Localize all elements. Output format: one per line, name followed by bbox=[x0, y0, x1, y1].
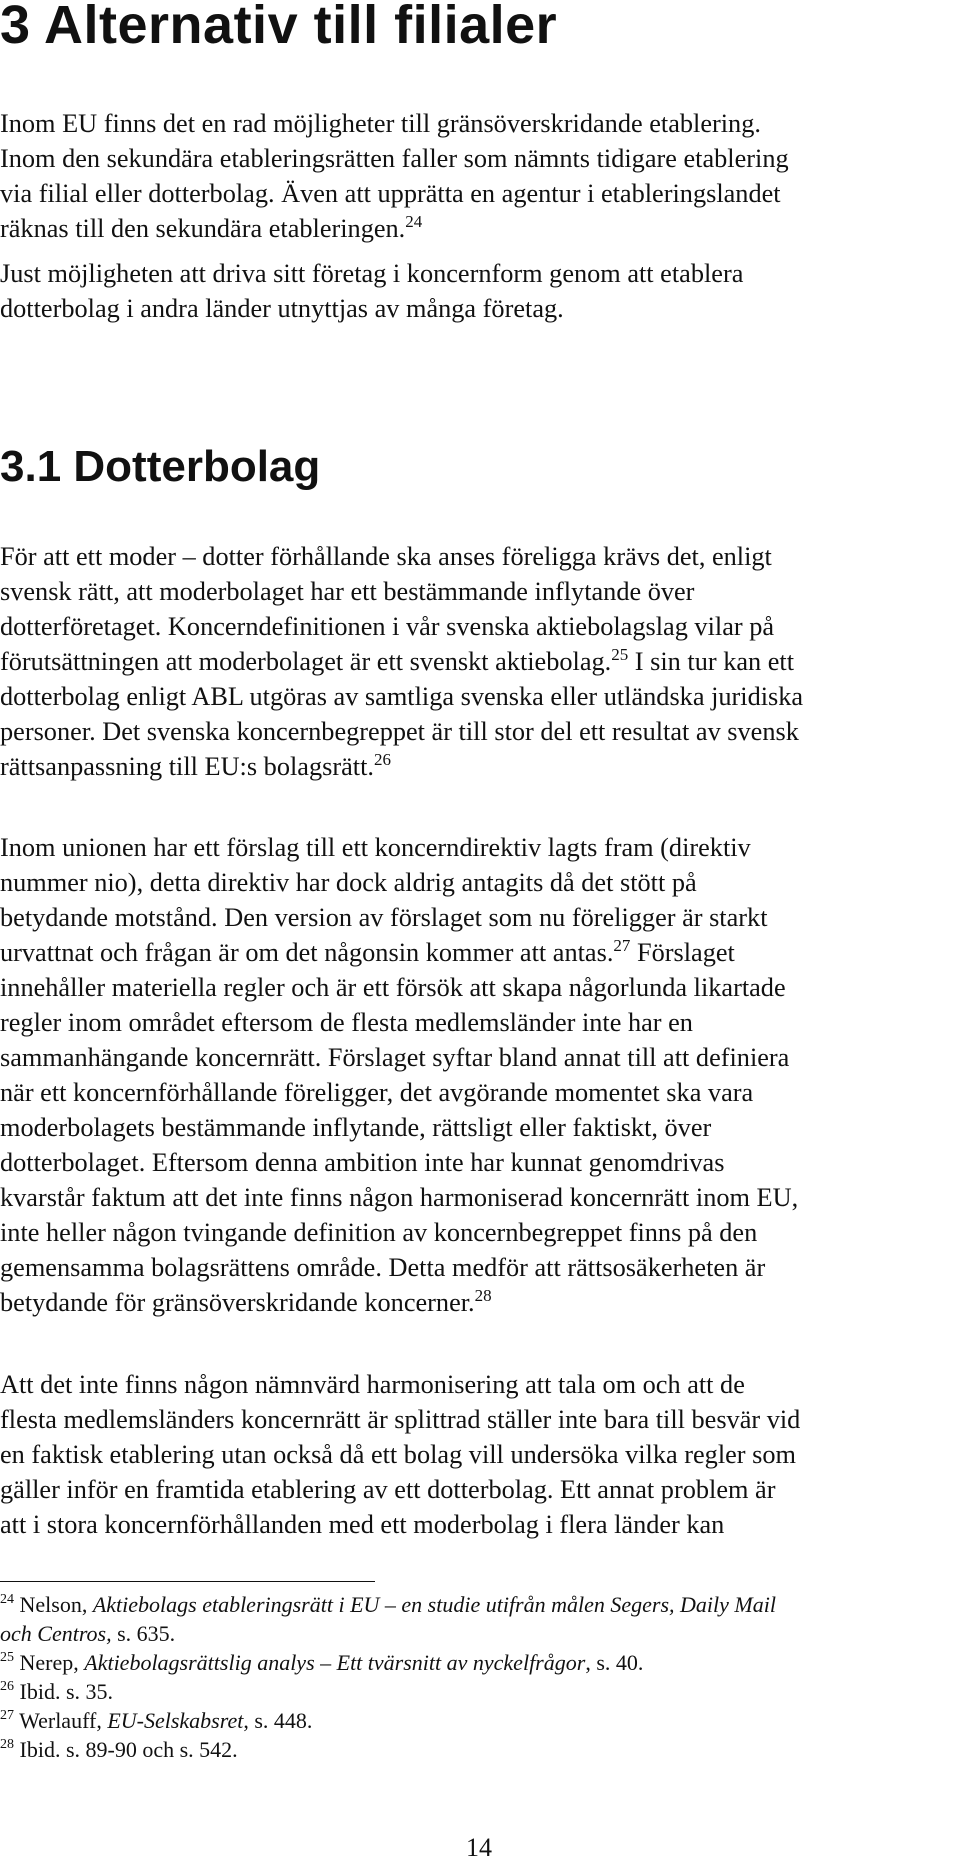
footnote-text: Ibid. s. 35. bbox=[14, 1679, 113, 1704]
text-line: att i stora koncernförhållanden med ett moderbolag i flera länder kan bbox=[0, 1510, 725, 1539]
footnote-text: Werlauff, bbox=[14, 1708, 108, 1733]
text-segment: räknas till den sekundära etableringen. bbox=[0, 214, 406, 243]
footnote-24 bbox=[0, 1590, 960, 1619]
text-line: svensk rätt, att moderbolaget har ett bestämmande inflytande över bbox=[0, 577, 695, 606]
footnote-title: Aktiebolags etableringsrätt i EU – en studie utifrån målen Segers, Daily Mail bbox=[92, 1592, 776, 1617]
text-line: dotterbolag i andra länder utnyttjas av många företag. bbox=[0, 294, 564, 323]
text-line: via filial eller dotterbolag. Även att upprätta en agentur i etableringslandet bbox=[0, 179, 781, 208]
text-line: Just möjligheten att driva sitt företag i koncernform genom att etablera bbox=[0, 259, 744, 288]
footnote-title: EU-Selskabsret bbox=[107, 1708, 244, 1733]
text-line: när ett koncernförhållande föreligger, det avgörande momentet ska vara bbox=[0, 1078, 754, 1107]
page-number: 14 bbox=[466, 1833, 492, 1862]
footnote-ref-24[interactable]: 24 bbox=[405, 212, 423, 231]
section-title: 3.1 Dotterbolag bbox=[0, 442, 321, 491]
footnote-title: Aktiebolagsrättslig analys – Ett tvärsnitt av nyckelfrågor bbox=[84, 1650, 586, 1675]
footnotes bbox=[0, 1590, 960, 1764]
footnote-ref-28[interactable]: 28 bbox=[474, 1286, 492, 1305]
text-segment: I sin tur kan ett bbox=[628, 647, 795, 676]
text-segment: betydande för gränsöverskridande koncerner. bbox=[0, 1288, 475, 1317]
text-line: innehåller materiella regler och är ett försök att skapa någorlunda likartade bbox=[0, 973, 786, 1002]
footnote-text: Nelson, bbox=[14, 1592, 93, 1617]
footnote-text: Ibid. s. 89-90 och s. 542. bbox=[14, 1737, 238, 1762]
text-line: dotterföretaget. Koncerndefinitionen i vår svenska aktiebolagslag vilar på bbox=[0, 612, 775, 641]
text-line: För att ett moder – dotter förhållande ska anses föreligga krävs det, enligt bbox=[0, 542, 772, 571]
footnote-number: 24 bbox=[0, 1592, 14, 1607]
section-paragraph-1 bbox=[0, 539, 960, 784]
intro-paragraph-1 bbox=[0, 106, 960, 246]
text-segment: urvattnat och frågan är om det någonsin kommer att antas. bbox=[0, 938, 614, 967]
text-segment: Förslaget bbox=[630, 938, 735, 967]
text-line: nummer nio), detta direktiv har dock aldrig antagits då det stött på bbox=[0, 868, 697, 897]
footnote-title: och Centros, bbox=[0, 1621, 112, 1646]
footnote-26 bbox=[0, 1677, 960, 1706]
text-line bbox=[0, 1285, 960, 1320]
footnote-number: 28 bbox=[0, 1737, 14, 1752]
text-line: Inom EU finns det en rad möjligheter till gränsöverskridande etablering. bbox=[0, 109, 761, 138]
text-line: personer. Det svenska koncernbegreppet är till stor del ett resultat av svensk bbox=[0, 717, 799, 746]
footnote-number: 27 bbox=[0, 1708, 14, 1723]
footnote-text: , s. 448. bbox=[243, 1708, 313, 1733]
text-line: Inom unionen har ett förslag till ett koncerndirektiv lagts fram (direktiv bbox=[0, 833, 751, 862]
footnote-24-continued bbox=[0, 1619, 960, 1648]
text-segment: förutsättningen att moderbolaget är ett svenskt aktiebolag. bbox=[0, 647, 612, 676]
text-line: Att det inte finns någon nämnvärd harmonisering att tala om och att de bbox=[0, 1370, 745, 1399]
footnote-text: s. 635. bbox=[111, 1621, 176, 1646]
intro-paragraph-2 bbox=[0, 256, 960, 326]
footnote-28 bbox=[0, 1735, 960, 1764]
footnote-25 bbox=[0, 1648, 960, 1677]
text-line: regler inom området eftersom de flesta medlemsländer inte har en bbox=[0, 1008, 693, 1037]
text-line: gäller inför en framtida etablering av ett dotterbolag. Ett annat problem är bbox=[0, 1475, 776, 1504]
text-line: flesta medlemsländers koncernrätt är splittrad ställer inte bara till besvär vid bbox=[0, 1405, 801, 1434]
footnote-ref-26[interactable]: 26 bbox=[373, 750, 391, 769]
section-paragraph-3 bbox=[0, 1367, 960, 1542]
text-line bbox=[0, 644, 960, 679]
footnote-27 bbox=[0, 1706, 960, 1735]
footnote-text: , s. 40. bbox=[585, 1650, 644, 1675]
text-line bbox=[0, 211, 960, 246]
footnote-ref-27[interactable]: 27 bbox=[613, 936, 631, 955]
text-line: dotterbolag enligt ABL utgöras av samtliga svenska eller utländska juridiska bbox=[0, 682, 804, 711]
text-line: Inom den sekundära etableringsrätten faller som nämnts tidigare etablering bbox=[0, 144, 789, 173]
section-paragraph-2 bbox=[0, 830, 960, 1320]
text-line: dotterbolaget. Eftersom denna ambition inte har kunnat genomdrivas bbox=[0, 1148, 725, 1177]
chapter-title: 3 Alternativ till filialer bbox=[0, 0, 558, 55]
text-line: betydande motstånd. Den version av förslaget som nu föreligger är starkt bbox=[0, 903, 768, 932]
footnote-number: 25 bbox=[0, 1650, 14, 1665]
footnote-number: 26 bbox=[0, 1679, 14, 1694]
text-line bbox=[0, 749, 960, 784]
text-line: moderbolagets bestämmande inflytande, rättsligt eller faktiskt, över bbox=[0, 1113, 712, 1142]
text-line bbox=[0, 935, 960, 970]
text-line: kvarstår faktum att det inte finns någon harmoniserad koncernrätt inom EU, bbox=[0, 1183, 799, 1212]
text-line: inte heller någon tvingande definition av koncernbegreppet finns på den bbox=[0, 1218, 758, 1247]
footnote-ref-25[interactable]: 25 bbox=[611, 645, 629, 664]
text-line: sammanhängande koncernrätt. Förslaget syftar bland annat till att definiera bbox=[0, 1043, 790, 1072]
footnote-text: Nerep, bbox=[14, 1650, 85, 1675]
text-line: gemensamma bolagsrättens område. Detta medför att rättsosäkerheten är bbox=[0, 1253, 766, 1282]
text-segment: rättsanpassning till EU:s bolagsrätt. bbox=[0, 752, 374, 781]
text-line: en faktisk etablering utan också då ett bolag vill undersöka vilka regler som bbox=[0, 1440, 796, 1469]
footnote-divider bbox=[0, 1581, 375, 1582]
